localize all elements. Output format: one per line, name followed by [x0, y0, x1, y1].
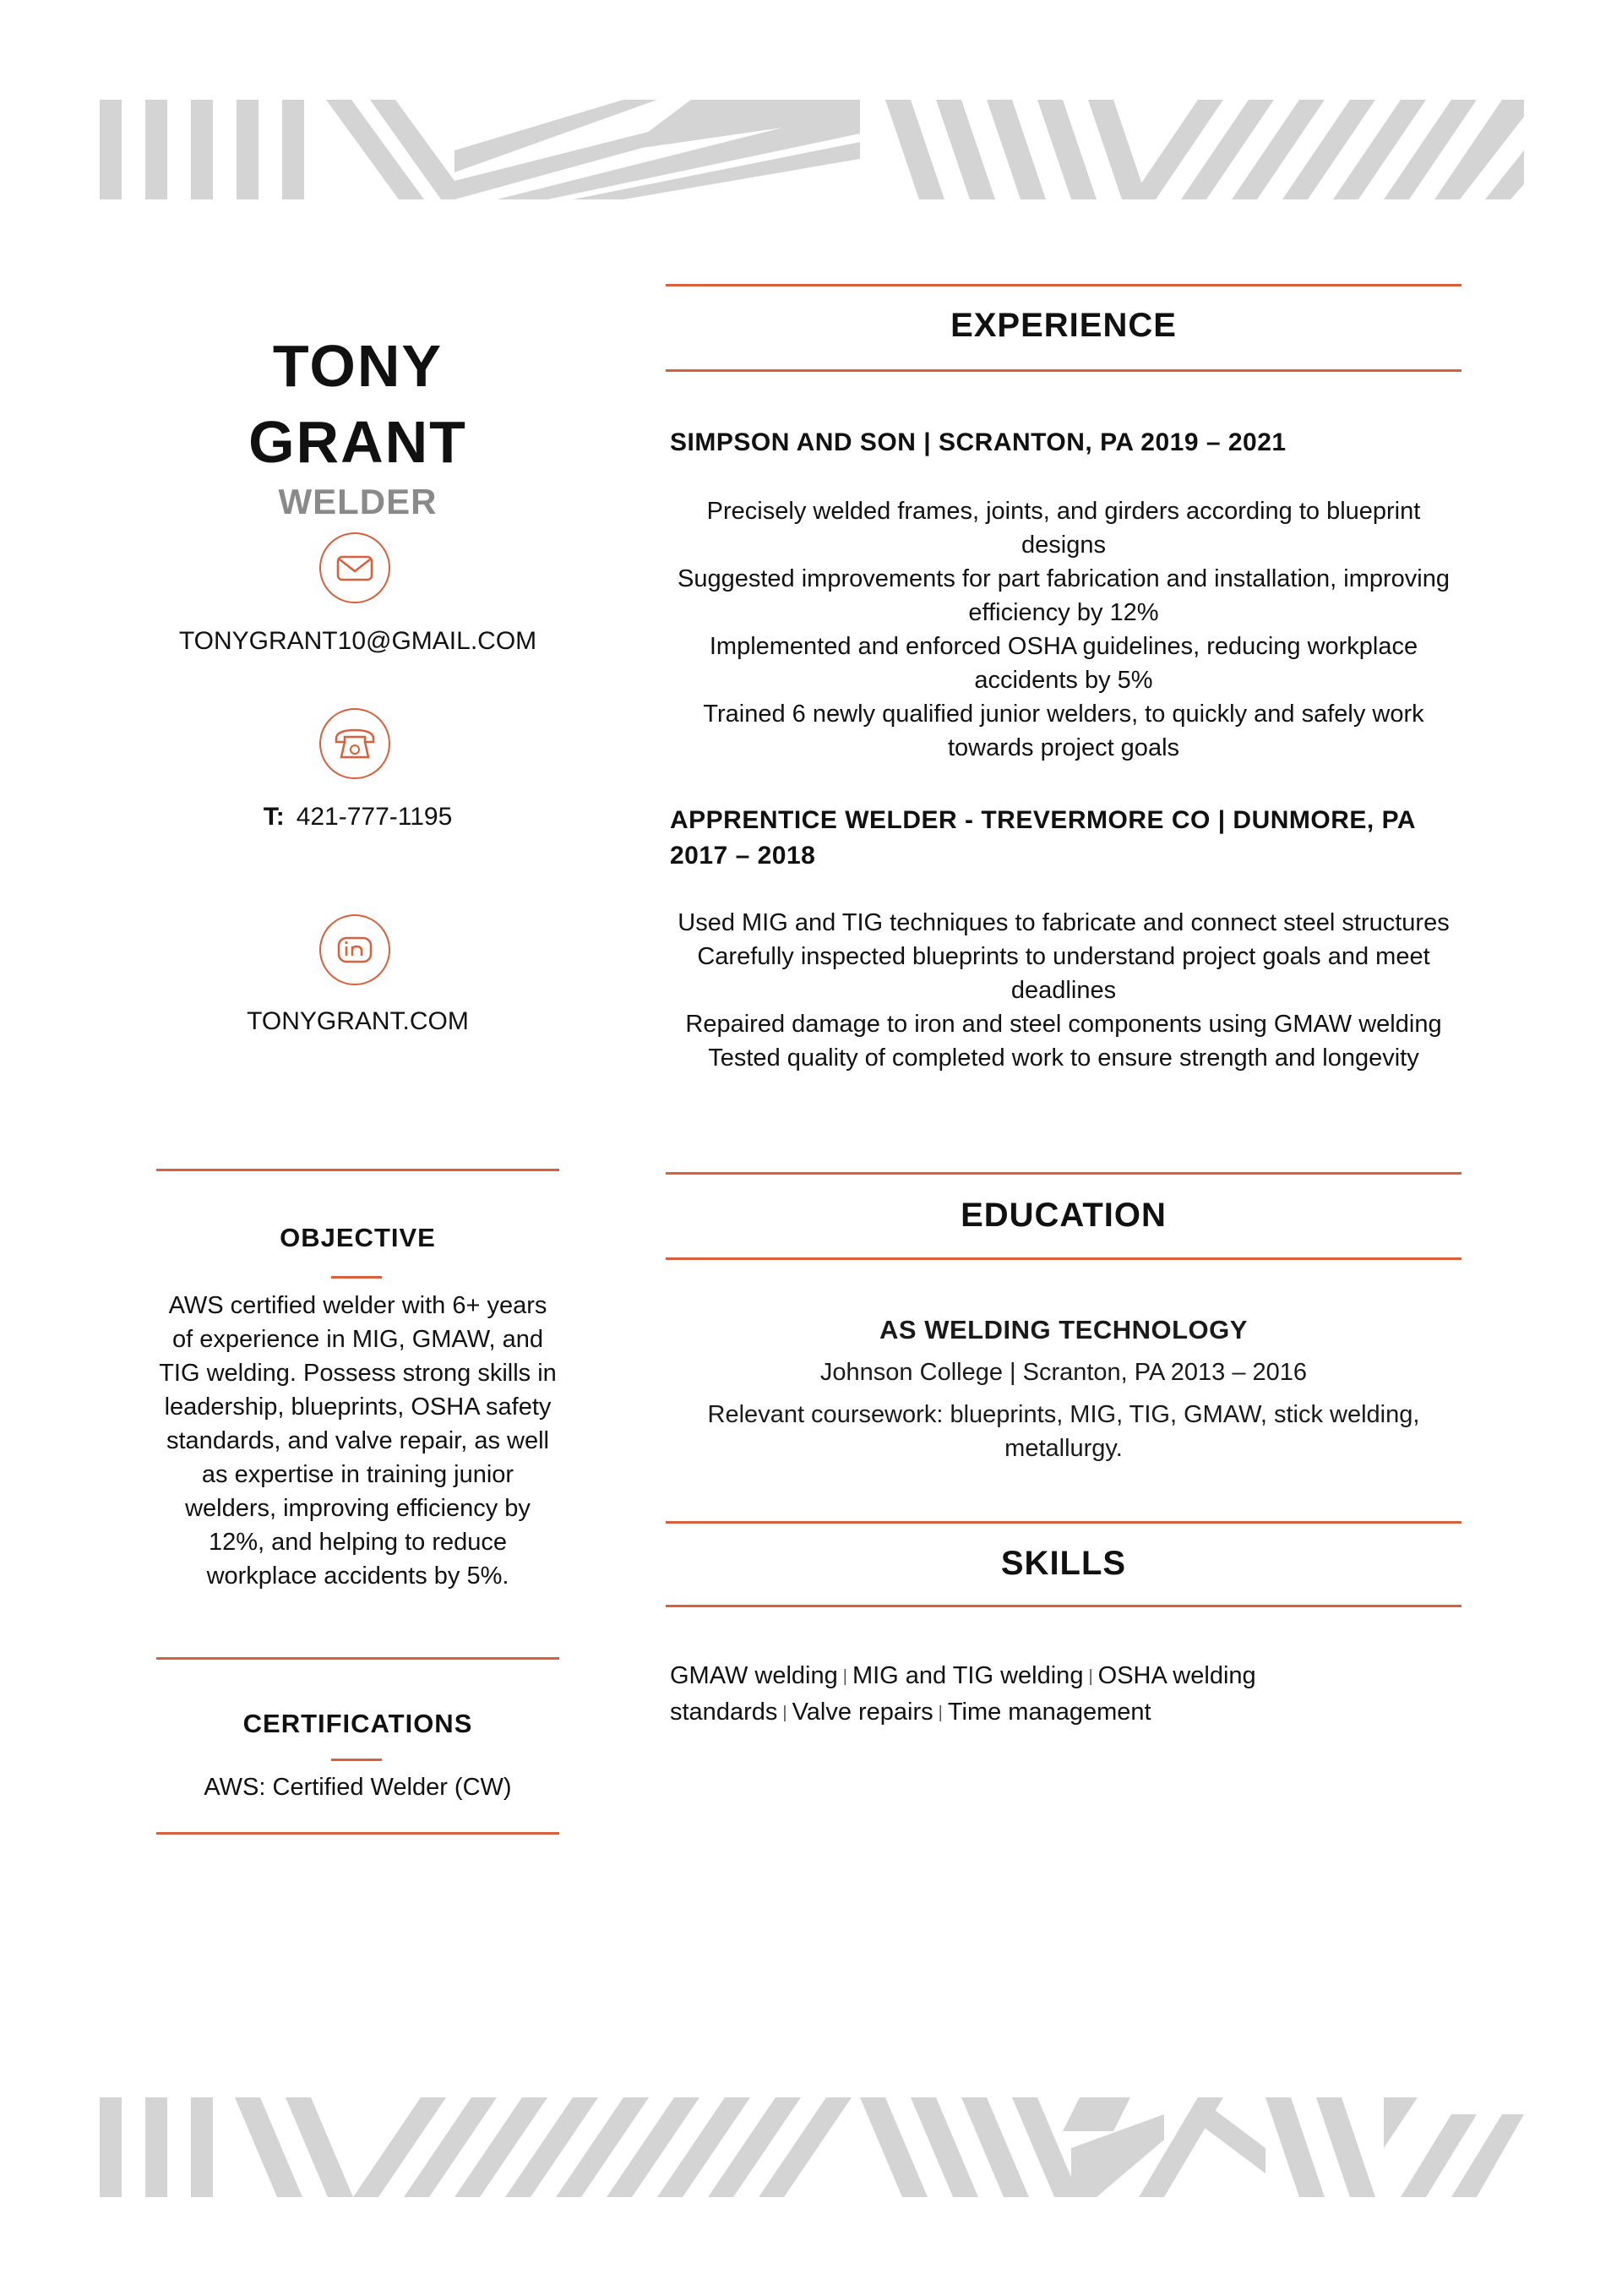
- first-name: TONY: [272, 333, 444, 399]
- heading-underline: [331, 1276, 382, 1279]
- list-item: Implemented and enforced OSHA guidelines, reducing workplace accidents by 5%: [709, 633, 1418, 694]
- separator: |: [1088, 1667, 1093, 1686]
- divider: [666, 1257, 1461, 1260]
- job-title: APPRENTICE WELDER - TREVERMORE CO | DUNMORE, PA 2017 – 2018: [670, 806, 1415, 870]
- list-item: Suggested improvements for part fabrication and installation, improving efficiency by 12%: [678, 565, 1450, 626]
- certifications-heading: CERTIFICATIONS: [242, 1709, 473, 1738]
- coursework-line: Relevant coursework: blueprints, MIG, TIG, GMAW, stick welding, metallurgy.: [707, 1401, 1420, 1462]
- divider: [156, 1657, 559, 1660]
- separator: |: [938, 1704, 943, 1722]
- last-name: GRANT: [248, 409, 467, 475]
- school-line: Johnson College | Scranton, PA 2013 – 2016: [819, 1359, 1308, 1386]
- divider: [156, 1169, 559, 1171]
- divider: [156, 1832, 559, 1835]
- top-decorative-band: [100, 100, 1524, 199]
- experience-heading: EXPERIENCE: [950, 307, 1177, 344]
- phone-number[interactable]: 421-777-1195: [296, 803, 453, 831]
- divider: [666, 1521, 1461, 1524]
- heading-underline: [331, 1759, 382, 1761]
- list-item: Repaired damage to iron and steel components using GMAW welding: [685, 1011, 1442, 1038]
- divider: [666, 1605, 1461, 1607]
- divider: [666, 284, 1461, 286]
- skill-item: MIG and TIG welding: [852, 1662, 1084, 1689]
- education-heading: EDUCATION: [961, 1197, 1167, 1234]
- job-title: SIMPSON AND SON | SCRANTON, PA 2019 – 2021: [670, 428, 1287, 456]
- certification-item: AWS: Certified Welder (CW): [204, 1774, 512, 1801]
- telephone-icon: [319, 708, 390, 779]
- divider: [666, 1172, 1461, 1175]
- email-text[interactable]: TONYGRANT10@GMAIL.COM: [178, 627, 537, 655]
- skill-item: GMAW welding: [670, 1662, 838, 1689]
- job-bullets: [666, 906, 1461, 1075]
- linkedin-icon: [319, 914, 390, 985]
- list-item: Precisely welded frames, joints, and girders according to blueprint designs: [706, 498, 1421, 559]
- phone-line: [156, 803, 559, 832]
- phone-label: T:: [263, 803, 285, 831]
- list-item: Trained 6 newly qualified junior welders, to quickly and safely work towards project goals: [703, 701, 1424, 761]
- list-item: Used MIG and TIG techniques to fabricate and connect steel structures: [678, 909, 1450, 936]
- list-item: Tested quality of completed work to ensure strength and longevity: [708, 1044, 1419, 1072]
- skill-item: OSHA welding standards: [670, 1662, 1256, 1726]
- bottom-decorative-band: [100, 2097, 1524, 2197]
- divider: [666, 369, 1461, 372]
- job-role: WELDER: [278, 482, 438, 521]
- skills-list: [670, 1658, 1312, 1731]
- job-bullets: [666, 494, 1461, 765]
- website-text[interactable]: TONYGRANT.COM: [247, 1007, 469, 1035]
- list-item: Carefully inspected blueprints to understand project goals and meet deadlines: [697, 943, 1430, 1004]
- separator: |: [842, 1667, 847, 1686]
- degree-title: AS WELDING TECHNOLOGY: [879, 1315, 1248, 1344]
- skill-item: Time management: [947, 1699, 1151, 1726]
- objective-text: AWS certified welder with 6+ years of experience in MIG, GMAW, and TIG welding. Possess strong skills in leadership, blueprints, OSHA safety standards, and valve repair, as well as expertise in training junior welders, improving efficiency by 12%, and helping to reduce workplace accidents by 5%.: [159, 1292, 557, 1590]
- objective-heading: OBJECTIVE: [280, 1223, 436, 1252]
- envelope-icon: [319, 532, 390, 603]
- skill-item: Valve repairs: [792, 1699, 933, 1726]
- separator: |: [782, 1704, 787, 1722]
- skills-heading: SKILLS: [1000, 1545, 1127, 1582]
